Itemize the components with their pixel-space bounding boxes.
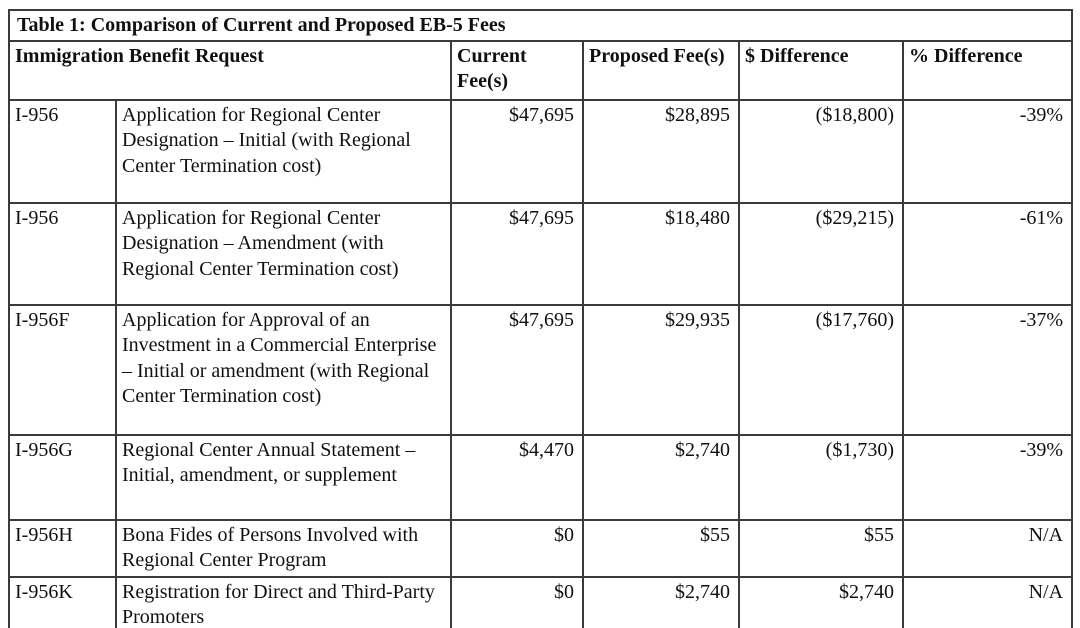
col-header-current-fee: Current Fee(s) xyxy=(451,41,583,100)
form-number-cell: I-956K xyxy=(9,577,116,628)
proposed-fee-cell: $2,740 xyxy=(583,435,739,520)
table-row xyxy=(9,520,1072,576)
percent-difference-cell: N/A xyxy=(903,520,1072,576)
description-cell: Registration for Direct and Third-Party Promoters xyxy=(116,577,451,628)
form-number-cell: I-956F xyxy=(9,305,116,435)
description-cell: Bona Fides of Persons Involved with Regional Center Program xyxy=(116,520,451,576)
current-fee-cell: $4,470 xyxy=(451,435,583,520)
table-title-row xyxy=(9,10,1072,41)
dollar-difference-cell: $2,740 xyxy=(739,577,903,628)
table-row xyxy=(9,577,1072,628)
col-header-benefit-request: Immigration Benefit Request xyxy=(9,41,451,100)
current-fee-cell: $0 xyxy=(451,520,583,576)
table-header-row xyxy=(9,41,1072,100)
percent-difference-cell: N/A xyxy=(903,577,1072,628)
proposed-fee-cell: $28,895 xyxy=(583,100,739,203)
dollar-difference-cell: ($29,215) xyxy=(739,203,903,305)
form-number-cell: I-956 xyxy=(9,100,116,203)
description-cell: Application for Approval of an Investment in a Commercial Enterprise – Initial or amendment (with Regional Center Termination cost) xyxy=(116,305,451,435)
percent-difference-cell: -39% xyxy=(903,435,1072,520)
table-row xyxy=(9,100,1072,203)
current-fee-cell: $47,695 xyxy=(451,100,583,203)
table-title: Table 1: Comparison of Current and Proposed EB-5 Fees xyxy=(9,10,1072,41)
dollar-difference-cell: ($1,730) xyxy=(739,435,903,520)
description-cell: Application for Regional Center Designation – Initial (with Regional Center Termination cost) xyxy=(116,100,451,203)
proposed-fee-cell: $2,740 xyxy=(583,577,739,628)
table-row xyxy=(9,203,1072,305)
dollar-difference-cell: ($18,800) xyxy=(739,100,903,203)
dollar-difference-cell: $55 xyxy=(739,520,903,576)
fee-comparison-table xyxy=(8,9,1073,628)
current-fee-cell: $0 xyxy=(451,577,583,628)
form-number-cell: I-956H xyxy=(9,520,116,576)
description-cell: Application for Regional Center Designation – Amendment (with Regional Center Termination cost) xyxy=(116,203,451,305)
proposed-fee-cell: $18,480 xyxy=(583,203,739,305)
current-fee-cell: $47,695 xyxy=(451,203,583,305)
table-row xyxy=(9,435,1072,520)
col-header-percent-difference: % Difference xyxy=(903,41,1072,100)
description-cell: Regional Center Annual Statement – Initial, amendment, or supplement xyxy=(116,435,451,520)
dollar-difference-cell: ($17,760) xyxy=(739,305,903,435)
percent-difference-cell: -39% xyxy=(903,100,1072,203)
percent-difference-cell: -37% xyxy=(903,305,1072,435)
col-header-proposed-fee: Proposed Fee(s) xyxy=(583,41,739,100)
col-header-dollar-difference: $ Difference xyxy=(739,41,903,100)
percent-difference-cell: -61% xyxy=(903,203,1072,305)
form-number-cell: I-956 xyxy=(9,203,116,305)
proposed-fee-cell: $29,935 xyxy=(583,305,739,435)
proposed-fee-cell: $55 xyxy=(583,520,739,576)
current-fee-cell: $47,695 xyxy=(451,305,583,435)
table-row xyxy=(9,305,1072,435)
form-number-cell: I-956G xyxy=(9,435,116,520)
